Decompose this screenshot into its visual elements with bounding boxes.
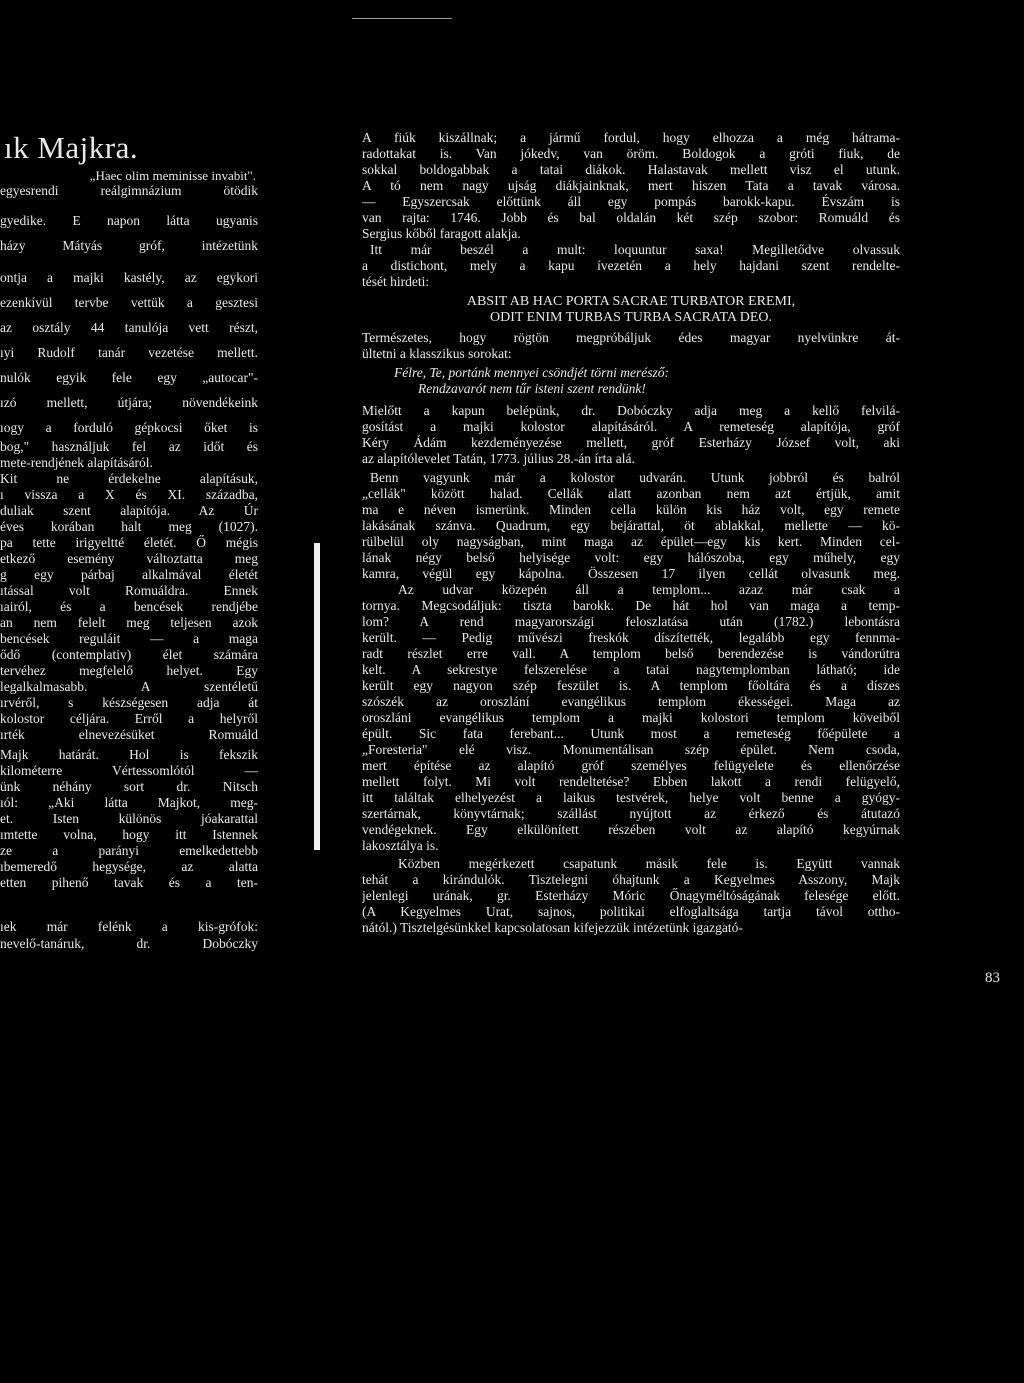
left-text-line: etkező esemény változtatta meg (0, 551, 258, 566)
right-text-line: itt találtak elhelyezést a laikus testvérek, helye volt benne a gyógy- (362, 790, 900, 805)
article-title: ık Majkra. (4, 130, 139, 165)
left-text-line: ontja a majki kastély, az egykori (0, 270, 258, 285)
left-text-line: nevelő-tanáruk, dr. Dobóczky (0, 936, 258, 951)
right-text-line: mellett folyt. Mi volt rendeltetése? Ebben lakott a rendi felügyelő, (362, 774, 900, 789)
right-text-line: Kéry Ádám kezdeményezése mellett, gróf Esterházy József volt, aki (362, 435, 900, 450)
left-text-line: bencések reguláit — a maga (0, 631, 258, 646)
right-text-line: ma e néven ismerünk. Minden cella külön kis ház volt, egy remete (362, 502, 900, 517)
right-text-line: az alapítólevelet Tatán, 1773. július 28.-án írta alá. (362, 451, 635, 466)
left-text-line: an nem felelt meg teljesen azok (0, 615, 258, 630)
motto-quote: „Haec olim meminisse invabit". (89, 168, 256, 183)
left-text-line: Kit ne érdekelne alapításuk, (0, 471, 258, 486)
page-number: 83 (985, 970, 1000, 986)
right-text-line: lom? A rend magyarországi feloszlatása után (1782.) lebontásra (362, 614, 900, 629)
right-text-line: lakásának szánva. Quadrum, egy bejárattal, öt ablakkal, mellette — kö- (362, 518, 900, 533)
right-text-line: került. — Pedig művészi freskók díszítették, legalább egy fennma- (362, 630, 900, 645)
left-text-line: nulók egyik fele egy „autocar"- (0, 370, 258, 385)
right-text-line: radt részlet erre vall. A templom belső berendezése is vándorútra (362, 646, 900, 661)
right-text-line: mert építése az alapító gróf személyes felügyelete és ellenőrzése (362, 758, 900, 773)
right-text-line: van rajta: 1746. Jobb és bal oldalán két szép szobor: Romuáld és (362, 210, 900, 225)
left-text-line: ımtette volna, hogy itt Istennek (0, 827, 258, 842)
right-text-line: Mielőtt a kapun belépünk, dr. Dobóczky adja meg a kellő felvilá- (362, 403, 900, 418)
left-text-line: ıtással volt Romuáldra. Ennek (0, 583, 258, 598)
right-text-line: gosítást a majki kolostor alapításáról. A remeteség alapítója, gróf (362, 419, 900, 434)
left-text-line: ıbemeredő hegysége, az alatta (0, 859, 258, 874)
left-text-line: ődő (contemplativ) élet számára (0, 647, 258, 662)
right-text-line: szertárnak, könyvtárnak; szállást nyújtott az érkező és átutazó (362, 806, 900, 821)
right-text-line: tését hirdeti: (362, 274, 430, 289)
left-text-line: ıogy a forduló gépkocsi őket is (0, 420, 258, 435)
right-text-line: „Foresteria" elé visz. Monumentálisan szép épület. Nem csoda, (362, 742, 900, 757)
right-text-line: A fiúk kiszállnak; a jármű fordul, hogy elhozza a még hátrama- (362, 130, 900, 145)
right-text-line: ODIT ENIM TURBAS TURBA SACRATA DEO. (489, 310, 773, 325)
left-text-line: tervéhez megfelelő helyet. Egy (0, 663, 258, 678)
left-text-line: éves korában halt meg (1027). (0, 519, 258, 534)
right-text-line: radottakat is. Van jókedv, van öröm. Boldogok a gróti fiuk, de (362, 146, 900, 161)
left-text-line: mete-rendjének alapításáról. (0, 455, 153, 470)
left-text-line: az osztály 44 tanulója vett részt, (0, 320, 258, 335)
right-text-line: került egy nagyon szép feszület is. A templom főoltára és a díszes (362, 678, 900, 693)
left-text-line: kolostor céljára. Erről a helyről (0, 711, 258, 726)
right-text-line: kelt. A sekrestye felszerelése a tatai nagytemplomban látható; ide (362, 662, 900, 677)
right-text-line: épült. Sic fata ferebant... Utunk most a remeteség főépülete a (362, 726, 900, 741)
left-text-line: ı vissza a X és XI. századba, (0, 487, 258, 502)
left-text-line: bog," használjuk fel az időt és (0, 439, 258, 454)
left-text-line: ezenkívül tervbe vettük a gesztesi (0, 295, 258, 310)
top-rule (352, 18, 452, 19)
left-text-line: ıairól, és a bencések rendjébe (0, 599, 258, 614)
right-text-line: kamra, végül egy kápolna. Összesen 17 ilyen cellát olvasunk meg. (362, 566, 900, 581)
left-text-line: kilométerre Vértessomlótól — (0, 763, 258, 778)
right-text-line: A tó nem nagy ujság diákjainknak, mert hiszen Tata a tavak városa. (362, 178, 900, 193)
right-text-line: jelenlegi urának, gr. Esterházy Móric Őnagyméltóságának felesége előtt. (362, 888, 900, 903)
right-text-line: sokkal boldogabbak a tatai diákok. Halastavak mellett visz el utunk. (362, 162, 900, 177)
right-text-line: tornya. Megcsodáljuk: tiszta barokk. De hát hol van maga a temp- (362, 598, 900, 613)
right-text-line: Rendzavarót nem tűr isteni szent rendünk! (418, 381, 646, 396)
left-text-line: ırvéről, s készségesen adja át (0, 695, 258, 710)
left-text-line: ünk néhány sort dr. Nitsch (0, 779, 258, 794)
right-text-line: Sergius kőből faragott alakja. (362, 226, 521, 241)
right-text-line: Félre, Te, portánk mennyei csöndjét törni merésző: (394, 365, 669, 380)
left-text-line: pa tette irigyeltté életét. Ő mégis (0, 535, 258, 550)
right-text-line: ültetni a klasszikus sorokat: (362, 346, 512, 361)
left-text-line: g egy párbaj alkalmával életét (0, 567, 258, 582)
right-text-line: „cellák" között halad. Cellák alatt azonban nem azt értjük, amit (362, 486, 900, 501)
right-text-line: Benn vagyunk már a kolostor udvarán. Utunk jobbról és balról (370, 470, 900, 485)
left-text-line: ıól: „Aki látta Majkot, meg- (0, 795, 258, 810)
right-text-line: tehát a kirándulók. Tisztelegni óhajtunk a Kegyelmes Asszony, Majk (362, 872, 900, 887)
column-separator-bar (314, 543, 320, 850)
right-text-line: szószék az oroszlání evangélikus templom ékességei. Maga az (362, 694, 900, 709)
right-text-line: rülbelül oly nagyságban, mint maga az épület—egy kis kert. Minden cel- (362, 534, 900, 549)
left-text-line: etten pihenő tavak és a ten- (0, 875, 258, 890)
left-text-line: házy Mátyás gróf, intézetünk (0, 238, 258, 253)
left-text-line: duliak szent alapítója. Az Úr (0, 503, 258, 518)
right-text-line: nától.) Tisztelgésünkkel kapcsolatosan kifejezzük intézetünk igazgató- (362, 920, 743, 935)
right-text-line: Az udvar közepén áll a templom... azaz már csak a (398, 582, 900, 597)
left-text-line: ırték elnevezésüket Romuáld (0, 727, 258, 742)
right-text-line: vendégeknek. Egy elkülönített részében volt az alapító kegyúrnak (362, 822, 900, 837)
right-text-line: lakosztálya is. (362, 838, 439, 853)
left-text-line: ızó mellett, útjára; növendékeink (0, 395, 258, 410)
left-text-line: legalkalmasabb. A szentéletű (0, 679, 258, 694)
right-text-line: Természetes, hogy rögtön megpróbáljuk édes magyar nyelvünkre át- (362, 330, 900, 345)
left-text-line: ıek már felénk a kis-grófok: (0, 919, 258, 934)
right-text-line: a distichont, mely a kapu ívezetén a hely hajdani szent rendelte- (362, 258, 900, 273)
right-text-line: lának négy belső helyisége volt: egy hálószoba, egy műhely, egy (362, 550, 900, 565)
left-text-line: egyesrendi reálgimnázium ötödik (0, 183, 258, 198)
left-text-line: et. Isten különös jóakarattal (0, 811, 258, 826)
left-text-line: ze a parányi emelkedettebb (0, 843, 258, 858)
right-text-line: oroszláni evangélikus templom a majki kolostori templom köveiből (362, 710, 900, 725)
right-text-line: — Egyszercsak előttünk áll egy pompás barokk-kapu. Évszám is (362, 194, 900, 209)
right-text-line: Közben megérkezett csapatunk másik fele is. Együtt vannak (398, 856, 900, 871)
left-text-line: gyedike. E napon látta ugyanis (0, 213, 258, 228)
right-text-line: (A Kegyelmes Urat, sajnos, politikai elfoglaltsága tartja távol ottho- (362, 904, 900, 919)
left-text-line: Majk határát. Hol is fekszik (0, 747, 258, 762)
right-text-line: ABSIT AB HAC PORTA SACRAE TURBATOR EREMI, (466, 294, 796, 309)
left-text-line: ıyi Rudolf tanár vezetése mellett. (0, 345, 258, 360)
right-text-line: Itt már beszél a mult: loquuntur saxa! Megilletődve olvassuk (370, 242, 900, 257)
